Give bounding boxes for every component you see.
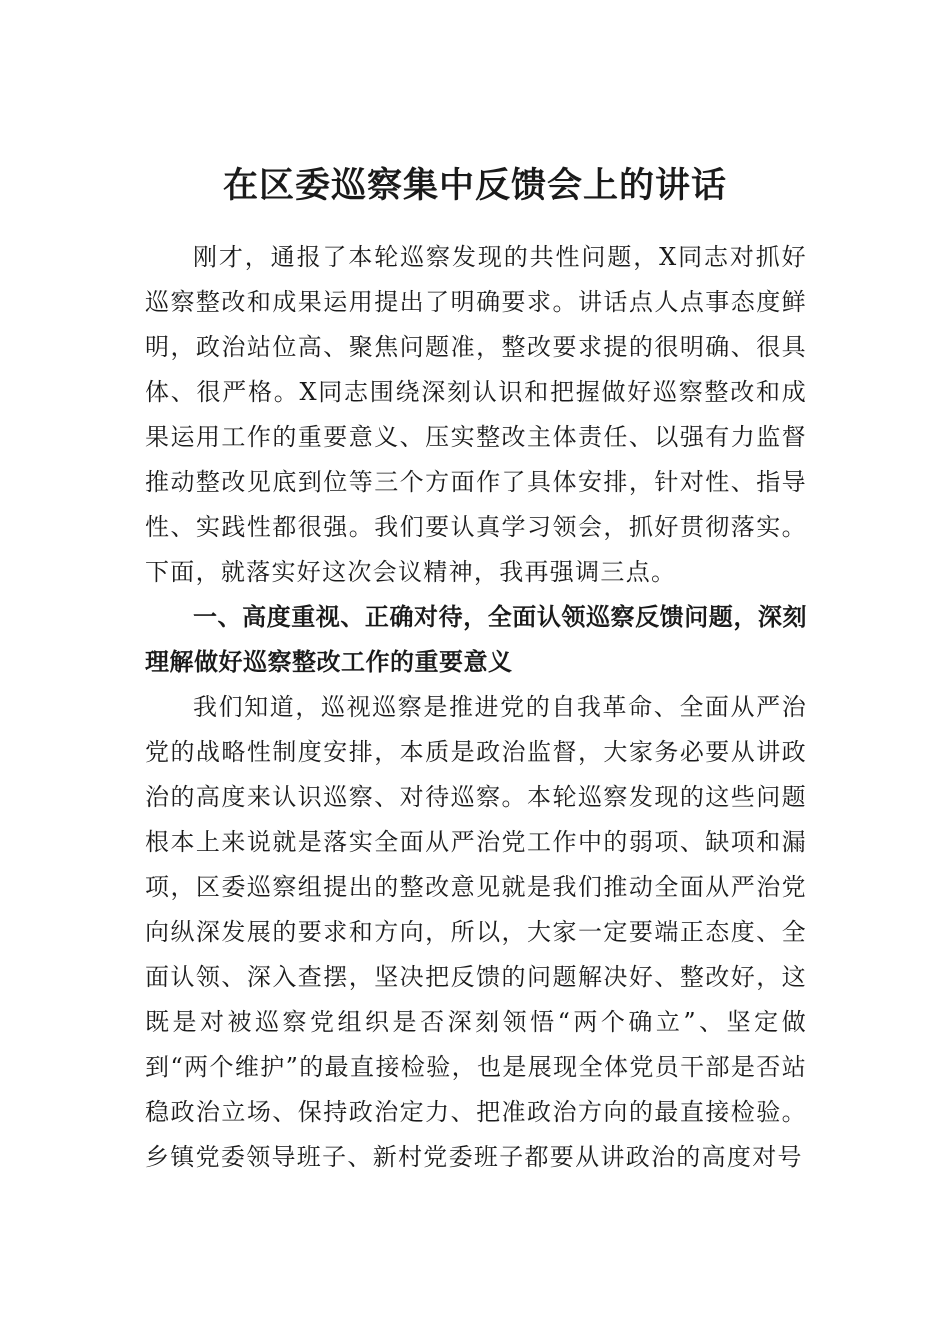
body-paragraph-section-one: 我们知道，巡视巡察是推进党的自我革命、全面从严治党的战略性制度安排，本质是政治监督，大家务必要从讲政治的高度来认识巡察、对待巡察。本轮巡察发现的这些问题根本上来说就是落实全面从严治党工作中的弱项、缺项和漏项，区委巡察组提出的整改意见就是我们推动全面从严治党向纵深发展的要求和方向，所以，大家一定要端正态度、全面认领、深入查摆，坚决把反馈的问题解决好、整改好，这既是对被巡察党组织是否深刻领悟“两个确立”、坚定做到“两个维护”的最直接检验，也是展现全体党员干部是否站稳政治立场、保持政治定力、把准政治方向的最直接检验。乡镇党委领导班子、新村党委班子都要从讲政治的高度对号 <box>145 693 807 1171</box>
body-paragraph-intro: 刚才，通报了本轮巡察发现的共性问题，X同志对抓好巡察整改和成果运用提出了明确要求。讲话点人点事态度鲜明，政治站位高、聚焦问题准，整改要求提的很明确、很具体、很严格。X同志围绕深刻认识和把握做好巡察整改和成果运用工作的重要意义、压实整改主体责任、以强有力监督推动整改见底到位等三个方面作了具体安排，针对性、指导性、实践性都很强。我们要认真学习领会，抓好贯彻落实。下面，就落实好这次会议精神，我再强调三点。 <box>145 243 807 586</box>
section-heading-one: 一、高度重视、正确对待，全面认领巡察反馈问题，深刻理解做好巡察整改工作的重要意义 <box>145 603 807 676</box>
document-body <box>145 235 807 1180</box>
document-title: 在区委巡察集中反馈会上的讲话 <box>222 165 727 206</box>
